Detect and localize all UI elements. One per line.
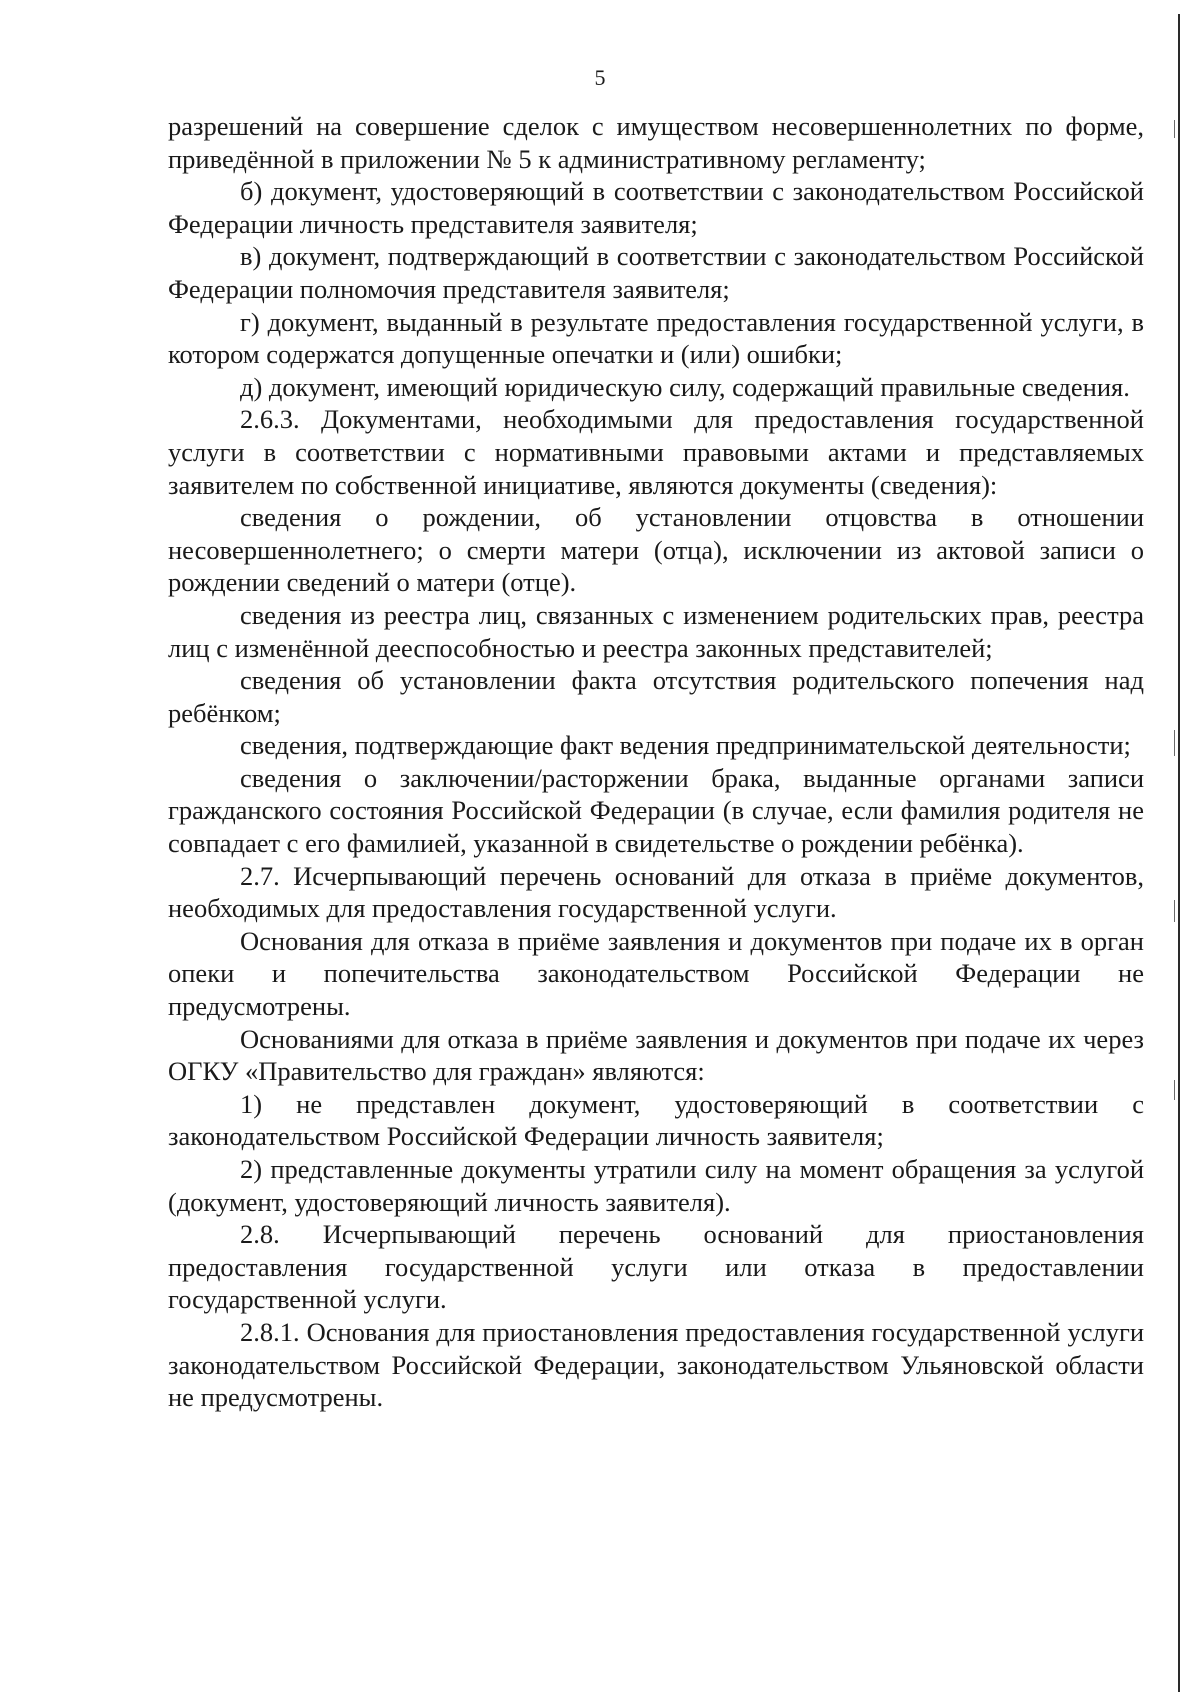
paragraph-item-g: г) документ, выданный в результате предоставления государственной услуги, в котором содержатся допущенные опечатки и (или) ошибки; — [168, 306, 1144, 370]
paragraph-registry-info: сведения из реестра лиц, связанных с изменением родительских прав, реестра лиц с изменённой дееспособностью и реестра законных представителей; — [168, 599, 1144, 663]
paragraph-item-d: д) документ, имеющий юридическую силу, содержащий правильные сведения. — [240, 371, 1130, 402]
paragraph-section-2-8-1: 2.8.1. Основания для приостановления предоставления государственной услуги законодательством Российской Федерации, законодательством Ульяновской области не предусмотрены. — [168, 1316, 1144, 1413]
scan-edge-mark — [1174, 900, 1175, 922]
paragraph-item-b: б) документ, удостоверяющий в соответствии с законодательством Российской Федерации личность представителя заявителя; — [168, 176, 1144, 239]
scan-edge-mark — [1174, 1080, 1175, 1100]
page-number: 5 — [594, 65, 606, 90]
paragraph-refusal-item-2: 2) представленные документы утратили силу на момент обращения за услугой (документ, удостоверяющий личность заявителя). — [168, 1154, 1144, 1217]
paragraph-item-v: в) документ, подтверждающий в соответствии с законодательством Российской Федерации полномочия представителя заявителя; — [168, 241, 1144, 304]
paragraph-marriage-info: сведения о заключении/расторжении брака, выданные органами записи гражданского состояния Российской Федерации (в случае, если фамилия родителя не совпадает с его фамилией, указанной в свидетельстве о рождении ребёнка). — [168, 762, 1144, 859]
scan-edge-line — [1178, 14, 1180, 1692]
scan-edge-mark — [1174, 120, 1175, 138]
paragraph-care-absence: сведения об установлении факта отсутствия родительского попечения над ребёнком; — [168, 665, 1144, 728]
paragraph-refusal-guardianship: Основания для отказа в приёме заявления и документов при подаче их в орган опеки и попечительства законодательством Российской Федерации не предусмотрены. — [168, 925, 1144, 1022]
scan-edge-mark — [1174, 730, 1175, 756]
paragraph-business-activity: сведения, подтверждающие факт ведения предпринимательской деятельности; — [240, 730, 1131, 761]
paragraph-section-2-8: 2.8. Исчерпывающий перечень оснований для приостановления предоставления государственной услуги или отказа в предоставлении государственной услуги. — [168, 1219, 1144, 1315]
paragraph-section-2-7: 2.7. Исчерпывающий перечень оснований для отказа в приёме документов, необходимых для предоставления государственной услуги. — [168, 860, 1144, 924]
paragraph-continuation: разрешений на совершение сделок с имуществом несовершеннолетних по форме, приведённой в приложении № 5 к административному регламенту; — [168, 111, 1144, 174]
document-body — [168, 110, 1144, 1414]
paragraph-section-2-6-3: 2.6.3. Документами, необходимыми для предоставления государственной услуги в соответствии с нормативными правовыми актами и представляемых заявителем по собственной инициативе, являются документы (сведения): — [168, 404, 1144, 500]
paragraph-refusal-item-1: 1) не представлен документ, удостоверяющий в соответствии с законодательством Российской Федерации личность заявителя; — [168, 1088, 1144, 1152]
paragraph-refusal-ogku: Основаниями для отказа в приёме заявления и документов при подаче их через ОГКУ «Правительство для граждан» являются: — [168, 1023, 1144, 1087]
paragraph-birth-info: сведения о рождении, об установлении отцовства в отношении несовершеннолетнего; о смерти матери (отца), исключении из актовой записи о рождении сведений о матери (отце). — [168, 502, 1144, 598]
